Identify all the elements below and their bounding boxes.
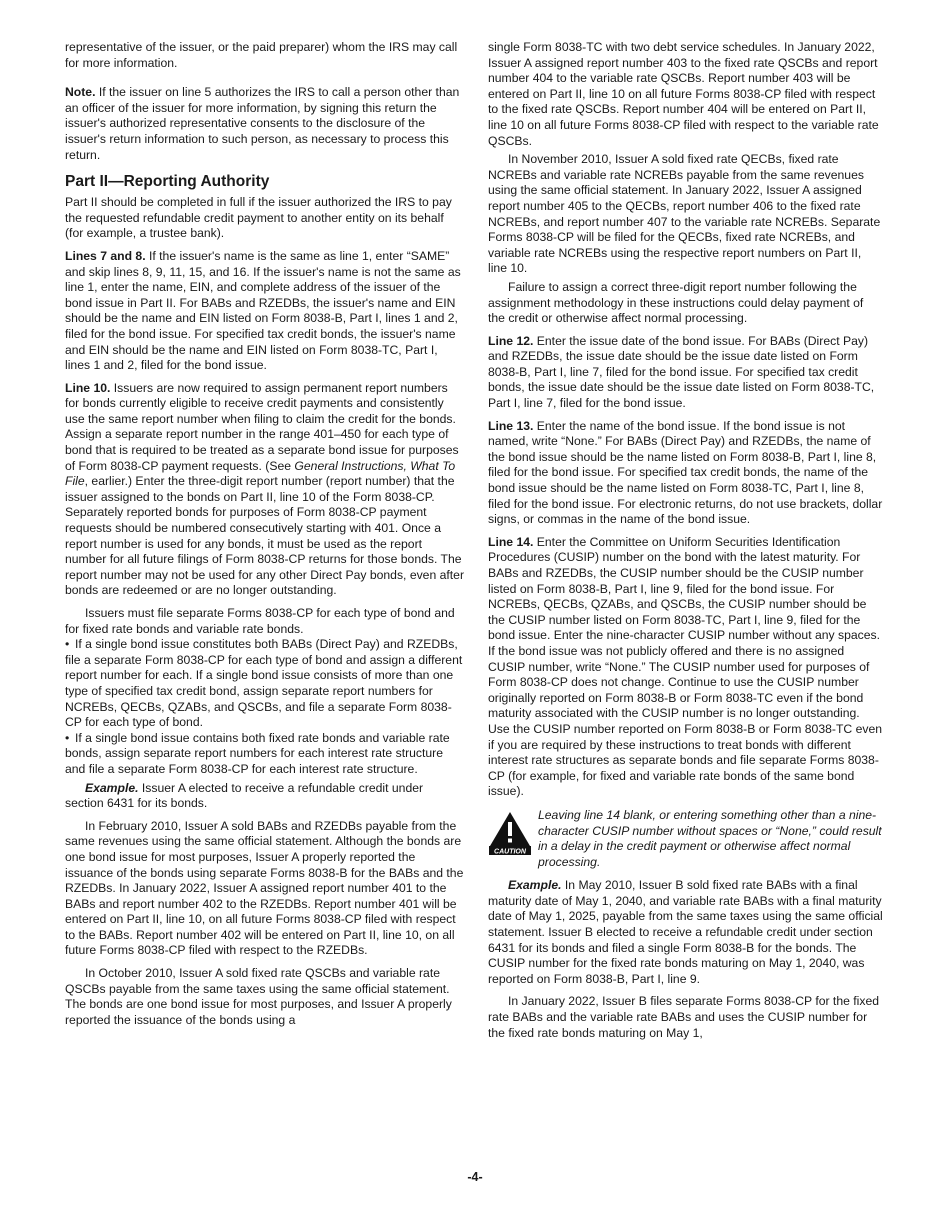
line-10-label: Line 10. [65,380,111,395]
line-13-text: Enter the name of the bond issue. If the bond issue is not named, write “None.” For BABs (Direct Pay) and RZEDBs, the name of the bond issue should be the name listed on Form 8038-B, Part I, line 8, filed for the bond issue. For specified tax credit bonds, the name of the bond issue should be the name listed on Form 8038-TC, Part I, line 8, filed for the bond issue. For electronic returns, do not use brackets, dollar signs, or commas in the name of the bond issue. [488,418,883,527]
caution-text: Leaving line 14 blank, or entering something other than a nine-character CUSIP number without spaces or “None,” could result in a delay in the credit payment or otherwise affect normal processing. [538,807,882,869]
bullet-item: • If a single bond issue constitutes both BABs (Direct Pay) and RZEDBs, file a separate Form 8038-CP for each type of bond and assign a different report number for each. If a single bond issue consists of more than one type of specified tax credit bond, assign separate report numbers for NCREBs, QECBs, QZABs, and QSCBs, and file a separate Form 8038-CP for each type of bond. [65,637,463,730]
paragraph: In January 2022, Issuer B files separate Forms 8038-CP for the fixed rate BABs and the variable rate BABs and uses the CUSIP number for the fixed rate bonds maturing on May 1, [488,994,880,1040]
left-column [65,40,465,1028]
bullet-item: • If a single bond issue contains both fixed rate bonds and variable rate bonds, assign separate report numbers for each interest rate structure and file a separate Form 8038-CP for each interest rate structure. [65,730,450,776]
example-label: Example. [508,878,562,893]
line-10-paragraph [65,381,465,599]
paragraph: In October 2010, Issuer A sold fixed rate QSCBs and variable rate QSCBs payable from the same taxes using the same official statement. The bonds are one bond issue for most purposes, and Issuer A properly reported the issuance of the bonds using a [65,966,452,1027]
line-13-paragraph [488,419,883,528]
line-10-text-a: Issuers are now required to assign permanent report numbers for bonds currently eligible to receive credit payments and consistently use the same report number when filing to claim the credit for the bonds. Assign a separate report number in the range 401–450 for each type of bond that is required to be treated as a separate bond issue for purposes of Form 8038-CP payment requests. (See [65,380,459,473]
caution-icon [488,810,532,856]
caution-box [488,808,883,870]
line-10-text-b: , earlier.) Enter the three-digit report number (report number) that the issuer assigned to the bonds on Part II, line 10 of the Form 8038-CP. Separately reported bonds for purposes of Form 8038-CP payment requests should be numbered consecutively starting with 401. Once a report number is used for any bonds, it must be used as the report number for all future filings of Form 8038-CP returns for those bonds. The report number may not be used for any other Direct Pay bonds, even after bonds are redeemed or are no longer outstanding. [65,474,465,598]
lines-7-8-text: If the issuer's name is the same as line 1, enter “SAME” and skip lines 8, 9, 11, 15, and 16. If the issuer's name is not the same as line 1, enter the name, EIN, and complete address of the issuer of the bond issue in Part II. For BABs and RZEDBs, the issuer's name and EIN should be the name and EIN listed on Form 8038-B, Part I, lines 1 and 2, filed for the bond issue. For specified tax credit bonds, the issuer's name and EIN should be the name and EIN listed on Form 8038-TC, Part I, lines 1 and 2, filed for the bond issue. [65,248,461,373]
line-12-text: Enter the issue date of the bond issue. For BABs (Direct Pay) and RZEDBs, the issue date should be the issue date listed on Form 8038-B, Part I, line 7, filed for the bond issue. For specified tax credit bonds, the issue date should be the issue date listed on Form 8038-TC, Part I, line 7, filed for the bond issue. [488,333,875,411]
note-text: If the issuer on line 5 authorizes the IRS to call a person other than an officer of the issuer for more information, by signing this return the issuer's authorized representative consents to the disclosure of the issuer's return information to such person, as necessary to process this return. [65,85,460,162]
example-label: Example. [85,780,139,795]
caution-icon-label: CAUTION [494,848,526,856]
line-12-paragraph [488,334,883,412]
paragraph: In November 2010, Issuer A sold fixed rate QECBs, fixed rate NCREBs and variable rate NCREBs payable from the same revenues using the same official statement. In January 2022, Issuer A assigned report number 405 to the QECBs, report number 406 to the fixed rate NCREBs, and report number 407 to the variable rate NCREBs. Separate Forms 8038-CP will be filed for the QECBs, fixed rate NCREBs, and variable rate NCREBs using the respective report numbers on Part II, line 10. [488,152,881,276]
line-14-paragraph [488,535,883,800]
line-10-reference: General Instructions, What To File [65,458,456,489]
paragraph: Part II should be completed in full if the issuer authorized the IRS to pay the requested refundable credit payment to another entity on its behalf (for example, a trustee bank). [65,195,452,241]
line-14-text: Enter the Committee on Uniform Securities Identification Procedures (CUSIP) number on the bond with the latest maturity. For BABs and RZEDBs, the CUSIP number should be the CUSIP number listed on Form 8038-B, Part I, line 9, filed for the bond issue. For NCREBs, QECBs, QZABs, and QSCBs, the CUSIP number should be the CUSIP number listed on Form 8038-TC, Part I, line 9, filed for the bond issue. Enter the nine-character CUSIP number without any spaces. If the bond issue was not publicly offered and there is no assigned CUSIP number, write “None.” The CUSIP number used for purposes of Form 8038-CP does not change. Continue to use the CUSIP number originally reported on Form 8038-B or Form 8038-TC even if the bond maturity associated with the CUSIP number is no longer outstanding. Use the CUSIP number reported on Form 8038-B or Form 8038-TC even if you are required by these instructions to treat bonds with different interest rate structures as separate bonds and file separate Forms 8038-CP (for example, for fixed and variable rate bonds of the same bond issue). [488,534,883,799]
line-14-label: Line 14. [488,534,534,549]
example-text: Issuer A elected to receive a refundable credit under section 6431 for its bonds. [65,780,424,811]
example-paragraph [65,781,465,812]
bullet-icon: • [65,730,70,745]
page-number: -4- [467,1170,483,1184]
paragraph: single Form 8038-TC with two debt service schedules. In January 2022, Issuer A assigned report number 403 to the fixed rate QSCBs and report number 404 to the variable rate QSCBs. Report number 403 will be entered on Part II, line 10 on all future Forms 8038-CP filed with respect to the fixed rate QSCBs. Report number 404 will be entered on Part II, line 10 on all future Forms 8038-CP filed with respect to the variable rate QSCBs. [488,40,879,148]
right-column [488,40,883,1041]
bullet-icon: • [65,637,70,652]
note-label: Note. [65,85,96,100]
example-paragraph [488,878,883,987]
line-13-label: Line 13. [488,418,534,433]
paragraph: representative of the issuer, or the paid preparer) whom the IRS may call for more information. [65,40,458,70]
paragraph: Issuers must file separate Forms 8038-CP for each type of bond and for fixed rate bonds and variable rate bonds. [65,606,455,636]
paragraph: In February 2010, Issuer A sold BABs and RZEDBs payable from the same revenues using the same official statement. Although the bonds are one bond issue for most purposes, Issuer A properly reported the issuance of the bonds using separate Forms 8038-B for the BABs and the RZEDBs. In January 2022, Issuer A assigned report number 401 to the BABs and report number 402 to the RZEDBs. Report number 401 will be entered on Part II, line 10, on all future Forms 8038-CP filed with respect to the BABs. Report number 402 will be entered on Part II, line 10, on all future Forms 8038-CP filed with respect to the RZEDBs. [65,818,464,958]
example-text: In May 2010, Issuer B sold fixed rate BABs with a final maturity date of May 1, 2040, and variable rate BABs with a final maturity date of May 1, 2025, payable from the same taxes using the same official statement. Issuer B elected to receive a refundable credit under section 6431 for its bonds and filed a single Form 8038-B for the bonds. The CUSIP number for the fixed rate bonds maturing on May 1, 2040, was reported on Form 8038-B, Part I, line 9. [488,878,883,986]
lines-7-8-label: Lines 7 and 8. [65,248,146,263]
paragraph: Failure to assign a correct three-digit report number following the assignment methodology in these instructions could delay payment of the credit or otherwise affect normal processing. [488,279,864,326]
lines-7-8-paragraph [65,249,465,374]
section-heading: Part II—Reporting Authority [65,173,270,191]
line-12-label: Line 12. [488,333,534,348]
note-paragraph [65,85,465,163]
